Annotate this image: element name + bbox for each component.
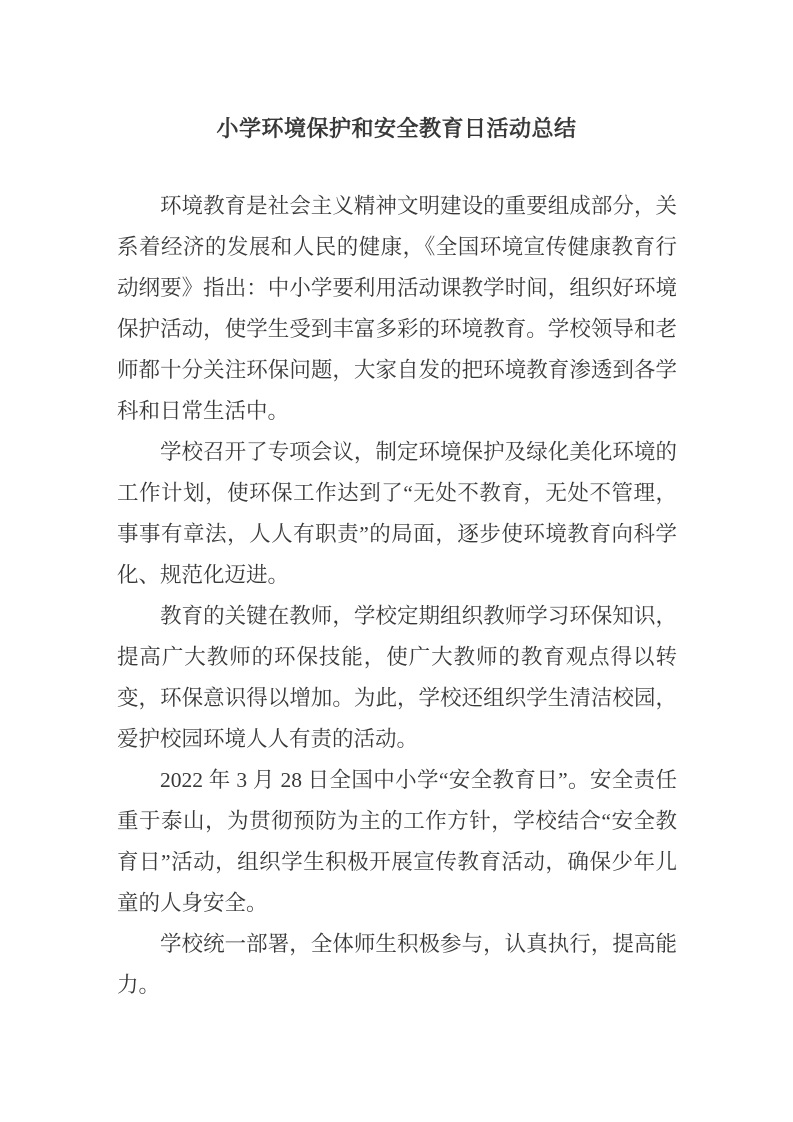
document-body xyxy=(117,186,677,1006)
document-title: 小学环境保护和安全教育日活动总结 xyxy=(216,115,577,141)
paragraph: 2022 年 3 月 28 日全国中小学“安全教育日”。安全责任重于泰山，为贯彻预防为主的工作方针，学校结合“安全教育日”活动，组织学生积极开展宣传教育活动，确保少年儿童的人身安全。 xyxy=(117,768,677,915)
paragraph: 教育的关键在教师，学校定期组织教师学习环保知识，提高广大教师的环保技能，使广大教师的教育观点得以转变，环保意识得以增加。为此，学校还组织学生清洁校园，爱护校园环境人人有责的活动。 xyxy=(117,604,677,751)
paragraph: 环境教育是社会主义精神文明建设的重要组成部分，关系着经济的发展和人民的健康，《全国环境宣传健康教育行动纲要》指出：中小学要利用活动课教学时间，组织好环境保护活动，使学生受到丰富多彩的环境教育。学校领导和老师都十分关注环保问题，大家自发的把环境教育渗透到各学科和日常生活中。 xyxy=(117,194,677,423)
paragraph: 学校统一部署，全体师生积极参与，认真执行，提高能力。 xyxy=(117,932,677,997)
paragraph: 学校召开了专项会议，制定环境保护及绿化美化环境的工作计划，使环保工作达到了“无处不教育，无处不管理，事事有章法，人人有职责”的局面，逐步使环境教育向科学化、规范化迈进。 xyxy=(117,440,677,587)
